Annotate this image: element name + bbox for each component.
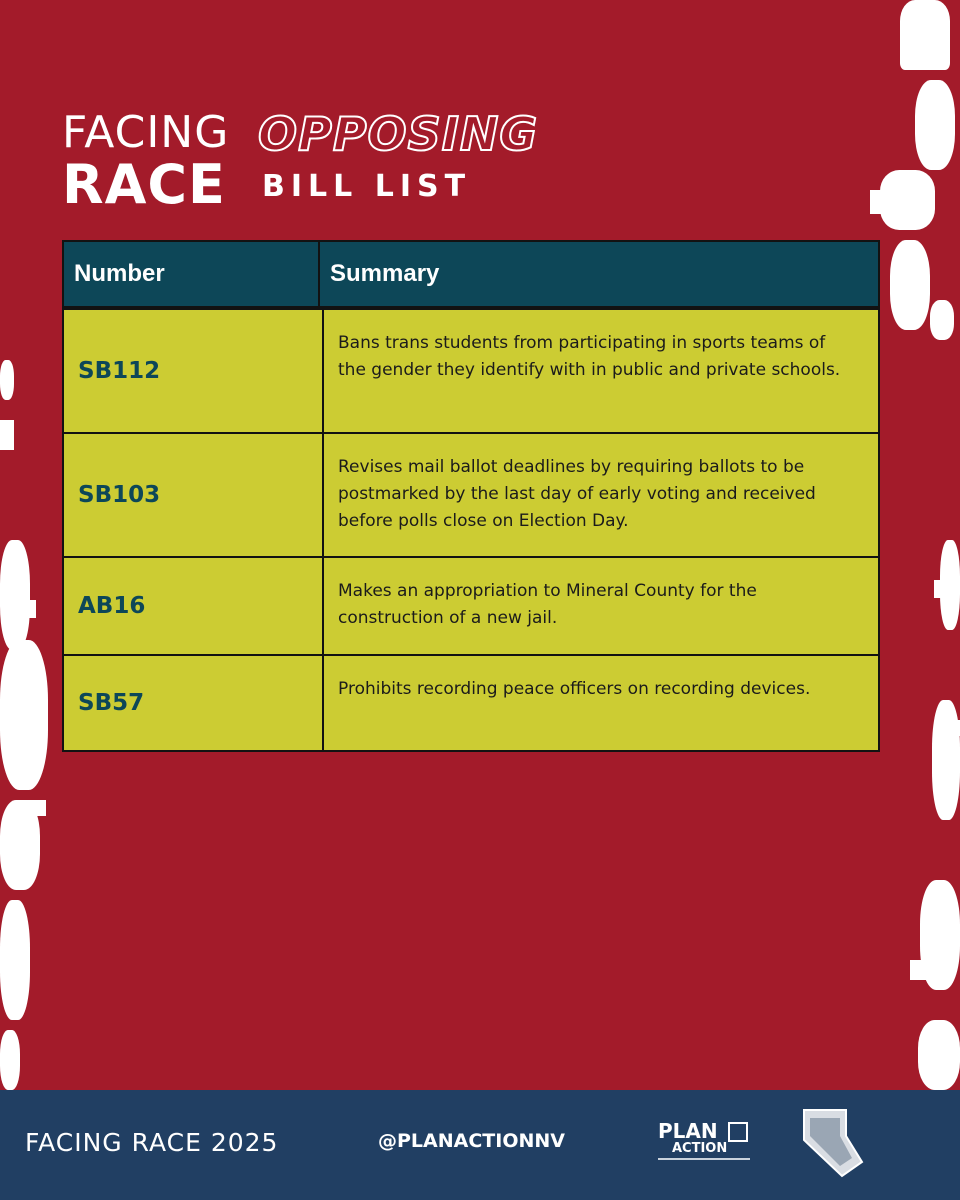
logo-plan-text: PLAN bbox=[658, 1119, 718, 1143]
table-row bbox=[64, 308, 878, 432]
table-row bbox=[64, 654, 878, 750]
bill-summary: Revises mail ballot deadlines by requiring ballots to be postmarked by the last day of early voting and received before polls close on Election Day. bbox=[338, 457, 816, 531]
logo-divider bbox=[658, 1158, 750, 1160]
nevada-voice-logo bbox=[796, 1106, 866, 1178]
title-race: RACE bbox=[62, 153, 226, 216]
table-row bbox=[64, 556, 878, 654]
title-block bbox=[62, 105, 542, 215]
checkbox-icon bbox=[728, 1122, 748, 1142]
title-facing: FACING bbox=[62, 107, 230, 158]
bill-number: SB112 bbox=[64, 310, 324, 432]
bill-summary: Makes an appropriation to Mineral County for the construction of a new jail. bbox=[338, 581, 757, 628]
table-row bbox=[64, 432, 878, 556]
logo-action-text: ACTION bbox=[672, 1141, 728, 1156]
column-header-summary: Summary bbox=[330, 260, 440, 287]
bill-number: AB16 bbox=[64, 558, 324, 654]
table-header bbox=[64, 242, 878, 308]
bill-summary: Prohibits recording peace officers on recording devices. bbox=[338, 679, 811, 699]
footer-title: FACING RACE 2025 bbox=[25, 1128, 279, 1157]
plan-action-logo bbox=[658, 1120, 758, 1170]
title-bill-list: BILL LIST bbox=[262, 169, 472, 204]
crowd-silhouette-left bbox=[0, 340, 60, 1090]
footer-bar bbox=[0, 1090, 960, 1200]
bill-summary: Bans trans students from participating in sports teams of the gender they identify with in public and private schools. bbox=[338, 333, 841, 380]
bill-number: SB103 bbox=[64, 434, 324, 556]
bill-number: SB57 bbox=[64, 656, 324, 750]
bill-table bbox=[62, 240, 880, 752]
column-header-number: Number bbox=[64, 242, 320, 306]
title-opposing: OPPOSING bbox=[258, 107, 539, 161]
social-handle: @PLANACTIONNV bbox=[378, 1130, 565, 1152]
